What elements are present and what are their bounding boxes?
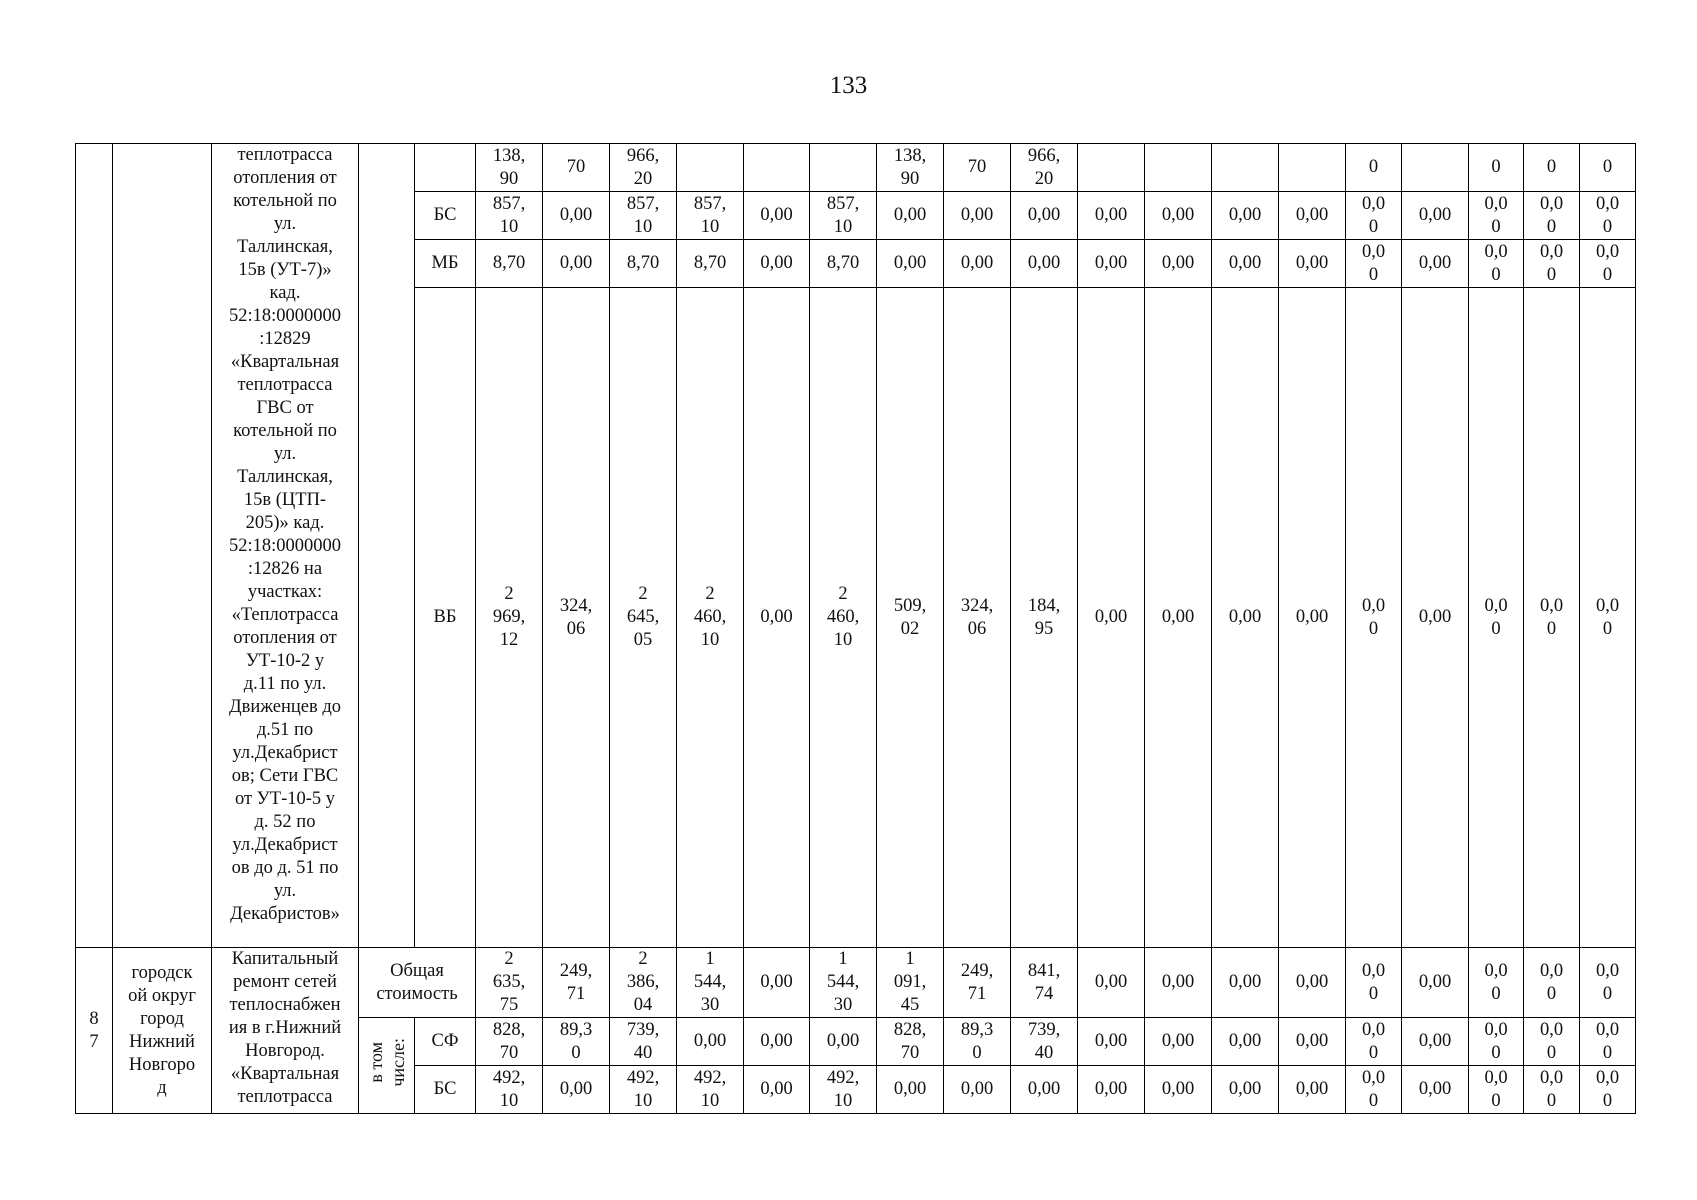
- value-cell: 0,00: [744, 1018, 810, 1066]
- value-cell: 0,00: [944, 192, 1011, 240]
- value-cell: 70: [543, 144, 610, 192]
- value-cell: 0,00: [1279, 948, 1346, 1018]
- value-cell: 324, 06: [543, 288, 610, 948]
- value-cell: [1145, 144, 1212, 192]
- value-cell: 2 645, 05: [610, 288, 677, 948]
- value-cell: 857, 10: [810, 192, 877, 240]
- value-cell: 492, 10: [677, 1066, 744, 1114]
- source-label-cell: ВБ: [415, 288, 476, 948]
- value-cell: 0,00: [1402, 1066, 1469, 1114]
- entry-number-cell: 8 7: [76, 948, 113, 1114]
- value-cell: 0,0 0: [1524, 192, 1580, 240]
- value-cell: 0,00: [1279, 240, 1346, 288]
- value-cell: 0,0 0: [1580, 948, 1636, 1018]
- value-cell: 0,00: [877, 1066, 944, 1114]
- value-cell: 70: [944, 144, 1011, 192]
- value-cell: 0,0 0: [1580, 1066, 1636, 1114]
- value-cell: 0,0 0: [1346, 948, 1402, 1018]
- municipality-cell: городск ой округ город Нижний Новгоро д: [113, 948, 212, 1114]
- value-cell: 0,00: [810, 1018, 877, 1066]
- value-cell: 0,00: [1212, 1066, 1279, 1114]
- value-cell: 0,0 0: [1346, 192, 1402, 240]
- type-cell: [359, 144, 415, 948]
- value-cell: 857, 10: [610, 192, 677, 240]
- object-description-cell: теплотрасса отопления от котельной по ул. Таллинская, 15в (УТ-7)» кад. 52:18:0000000 :12829 «Квартальная теплотрасса ГВС от котельной по ул. Таллинская, 15в (ЦТП- 205)» кад. 52:18:0000000 :12826 на участках: «Теплотрасса отопления от УТ-10-2 у д.11 по ул. Движенцев до д.51 по ул.Декабрист ов; Сети ГВС от УТ-10-5 у д. 52 по ул.Декабрист ов до д. 51 по ул. Декабристов»: [212, 144, 359, 948]
- value-cell: 0,00: [1402, 240, 1469, 288]
- value-cell: 0,0 0: [1580, 192, 1636, 240]
- value-cell: 0,00: [1078, 240, 1145, 288]
- value-cell: 0,00: [1279, 1018, 1346, 1066]
- value-cell: 0: [1580, 144, 1636, 192]
- value-cell: 0,00: [744, 240, 810, 288]
- value-cell: 828, 70: [476, 1018, 543, 1066]
- value-cell: 2 386, 04: [610, 948, 677, 1018]
- value-cell: 739, 40: [610, 1018, 677, 1066]
- value-cell: 0,00: [1212, 192, 1279, 240]
- value-cell: 0,00: [1279, 192, 1346, 240]
- value-cell: 0,00: [1145, 240, 1212, 288]
- value-cell: 0: [1346, 144, 1402, 192]
- value-cell: 0,00: [677, 1018, 744, 1066]
- value-cell: 0,00: [543, 192, 610, 240]
- value-cell: 0,00: [744, 1066, 810, 1114]
- value-cell: 2 969, 12: [476, 288, 543, 948]
- value-cell: 0,00: [1011, 192, 1078, 240]
- value-cell: 509, 02: [877, 288, 944, 948]
- value-cell: 0,00: [1145, 948, 1212, 1018]
- value-cell: 2 460, 10: [677, 288, 744, 948]
- value-cell: [810, 144, 877, 192]
- value-cell: 0,00: [1078, 1066, 1145, 1114]
- value-cell: 0,0 0: [1469, 948, 1524, 1018]
- municipality-cell: [113, 144, 212, 948]
- value-cell: [1402, 144, 1469, 192]
- value-cell: 8,70: [610, 240, 677, 288]
- value-cell: 739, 40: [1011, 1018, 1078, 1066]
- value-cell: 0,00: [543, 1066, 610, 1114]
- value-cell: 0,00: [543, 240, 610, 288]
- value-cell: 89,3 0: [543, 1018, 610, 1066]
- value-cell: 0,00: [1145, 288, 1212, 948]
- value-cell: 0,00: [1078, 948, 1145, 1018]
- value-cell: 0,00: [1212, 288, 1279, 948]
- page-number: 133: [829, 72, 868, 99]
- including-label-cell: [359, 1018, 415, 1114]
- value-cell: 2 460, 10: [810, 288, 877, 948]
- value-cell: 2 635, 75: [476, 948, 543, 1018]
- value-cell: 0,0 0: [1524, 948, 1580, 1018]
- value-cell: 0,0 0: [1524, 1018, 1580, 1066]
- value-cell: 966, 20: [610, 144, 677, 192]
- value-cell: 0,00: [1402, 948, 1469, 1018]
- value-cell: 492, 10: [476, 1066, 543, 1114]
- including-label-cell-text: в том числе:: [365, 1037, 408, 1087]
- value-cell: 0,00: [1011, 1066, 1078, 1114]
- value-cell: 184, 95: [1011, 288, 1078, 948]
- value-cell: 0,0 0: [1524, 288, 1580, 948]
- source-label-cell: МБ: [415, 240, 476, 288]
- value-cell: 0,00: [1279, 288, 1346, 948]
- value-cell: 8,70: [677, 240, 744, 288]
- value-cell: 0,0 0: [1346, 240, 1402, 288]
- value-cell: 0,0 0: [1580, 240, 1636, 288]
- value-cell: 0,00: [1212, 1018, 1279, 1066]
- value-cell: 1 544, 30: [810, 948, 877, 1018]
- value-cell: [744, 144, 810, 192]
- value-cell: 0,00: [1279, 1066, 1346, 1114]
- value-cell: 0,0 0: [1524, 1066, 1580, 1114]
- value-cell: 0,00: [1078, 192, 1145, 240]
- source-label-cell: БС: [415, 192, 476, 240]
- value-cell: 0,0 0: [1524, 240, 1580, 288]
- value-cell: 0,0 0: [1346, 288, 1402, 948]
- total-cost-label-cell: Общая стоимость: [359, 948, 476, 1018]
- value-cell: 0,00: [877, 192, 944, 240]
- value-cell: 8,70: [810, 240, 877, 288]
- value-cell: 89,3 0: [944, 1018, 1011, 1066]
- value-cell: 0,0 0: [1469, 240, 1524, 288]
- object-description-cell: Капитальный ремонт сетей теплоснабжен ия в г.Нижний Новгород. «Квартальная теплотрасса: [212, 948, 359, 1114]
- value-cell: 966, 20: [1011, 144, 1078, 192]
- value-cell: 857, 10: [476, 192, 543, 240]
- value-cell: 492, 10: [810, 1066, 877, 1114]
- value-cell: 0,00: [1402, 1018, 1469, 1066]
- value-cell: 0,00: [744, 288, 810, 948]
- table-row: [76, 144, 1636, 192]
- value-cell: [677, 144, 744, 192]
- value-cell: 857, 10: [677, 192, 744, 240]
- value-cell: 0,00: [1145, 1066, 1212, 1114]
- value-cell: 0,00: [944, 240, 1011, 288]
- value-cell: 0,00: [1402, 288, 1469, 948]
- value-cell: 324, 06: [944, 288, 1011, 948]
- value-cell: 0: [1524, 144, 1580, 192]
- value-cell: 0,0 0: [1469, 1066, 1524, 1114]
- value-cell: 0,00: [1402, 192, 1469, 240]
- financing-table: [75, 143, 1636, 1114]
- value-cell: 828, 70: [877, 1018, 944, 1066]
- value-cell: 1 544, 30: [677, 948, 744, 1018]
- value-cell: 0,00: [877, 240, 944, 288]
- value-cell: 492, 10: [610, 1066, 677, 1114]
- source-label-cell: СФ: [415, 1018, 476, 1066]
- value-cell: 0,00: [1212, 948, 1279, 1018]
- value-cell: 8,70: [476, 240, 543, 288]
- value-cell: 0,00: [744, 192, 810, 240]
- value-cell: 0,00: [1078, 288, 1145, 948]
- value-cell: 0,0 0: [1580, 288, 1636, 948]
- value-cell: 0,00: [944, 1066, 1011, 1114]
- value-cell: 0,00: [744, 948, 810, 1018]
- value-cell: 0,0 0: [1346, 1066, 1402, 1114]
- value-cell: 138, 90: [476, 144, 543, 192]
- value-cell: 0,0 0: [1346, 1018, 1402, 1066]
- value-cell: 0,0 0: [1469, 288, 1524, 948]
- value-cell: 0: [1469, 144, 1524, 192]
- value-cell: 138, 90: [877, 144, 944, 192]
- table-row: [76, 948, 1636, 1018]
- value-cell: 249, 71: [944, 948, 1011, 1018]
- value-cell: 841, 74: [1011, 948, 1078, 1018]
- source-label-cell: [415, 144, 476, 192]
- value-cell: 0,0 0: [1580, 1018, 1636, 1066]
- value-cell: 0,00: [1078, 1018, 1145, 1066]
- value-cell: [1279, 144, 1346, 192]
- value-cell: 0,00: [1145, 1018, 1212, 1066]
- value-cell: [1212, 144, 1279, 192]
- source-label-cell: БС: [415, 1066, 476, 1114]
- value-cell: 0,0 0: [1469, 192, 1524, 240]
- value-cell: 0,00: [1212, 240, 1279, 288]
- value-cell: 0,00: [1011, 240, 1078, 288]
- value-cell: 0,00: [1145, 192, 1212, 240]
- value-cell: 0,0 0: [1469, 1018, 1524, 1066]
- value-cell: [1078, 144, 1145, 192]
- value-cell: 249, 71: [543, 948, 610, 1018]
- value-cell: 1 091, 45: [877, 948, 944, 1018]
- number-cell: [76, 144, 113, 948]
